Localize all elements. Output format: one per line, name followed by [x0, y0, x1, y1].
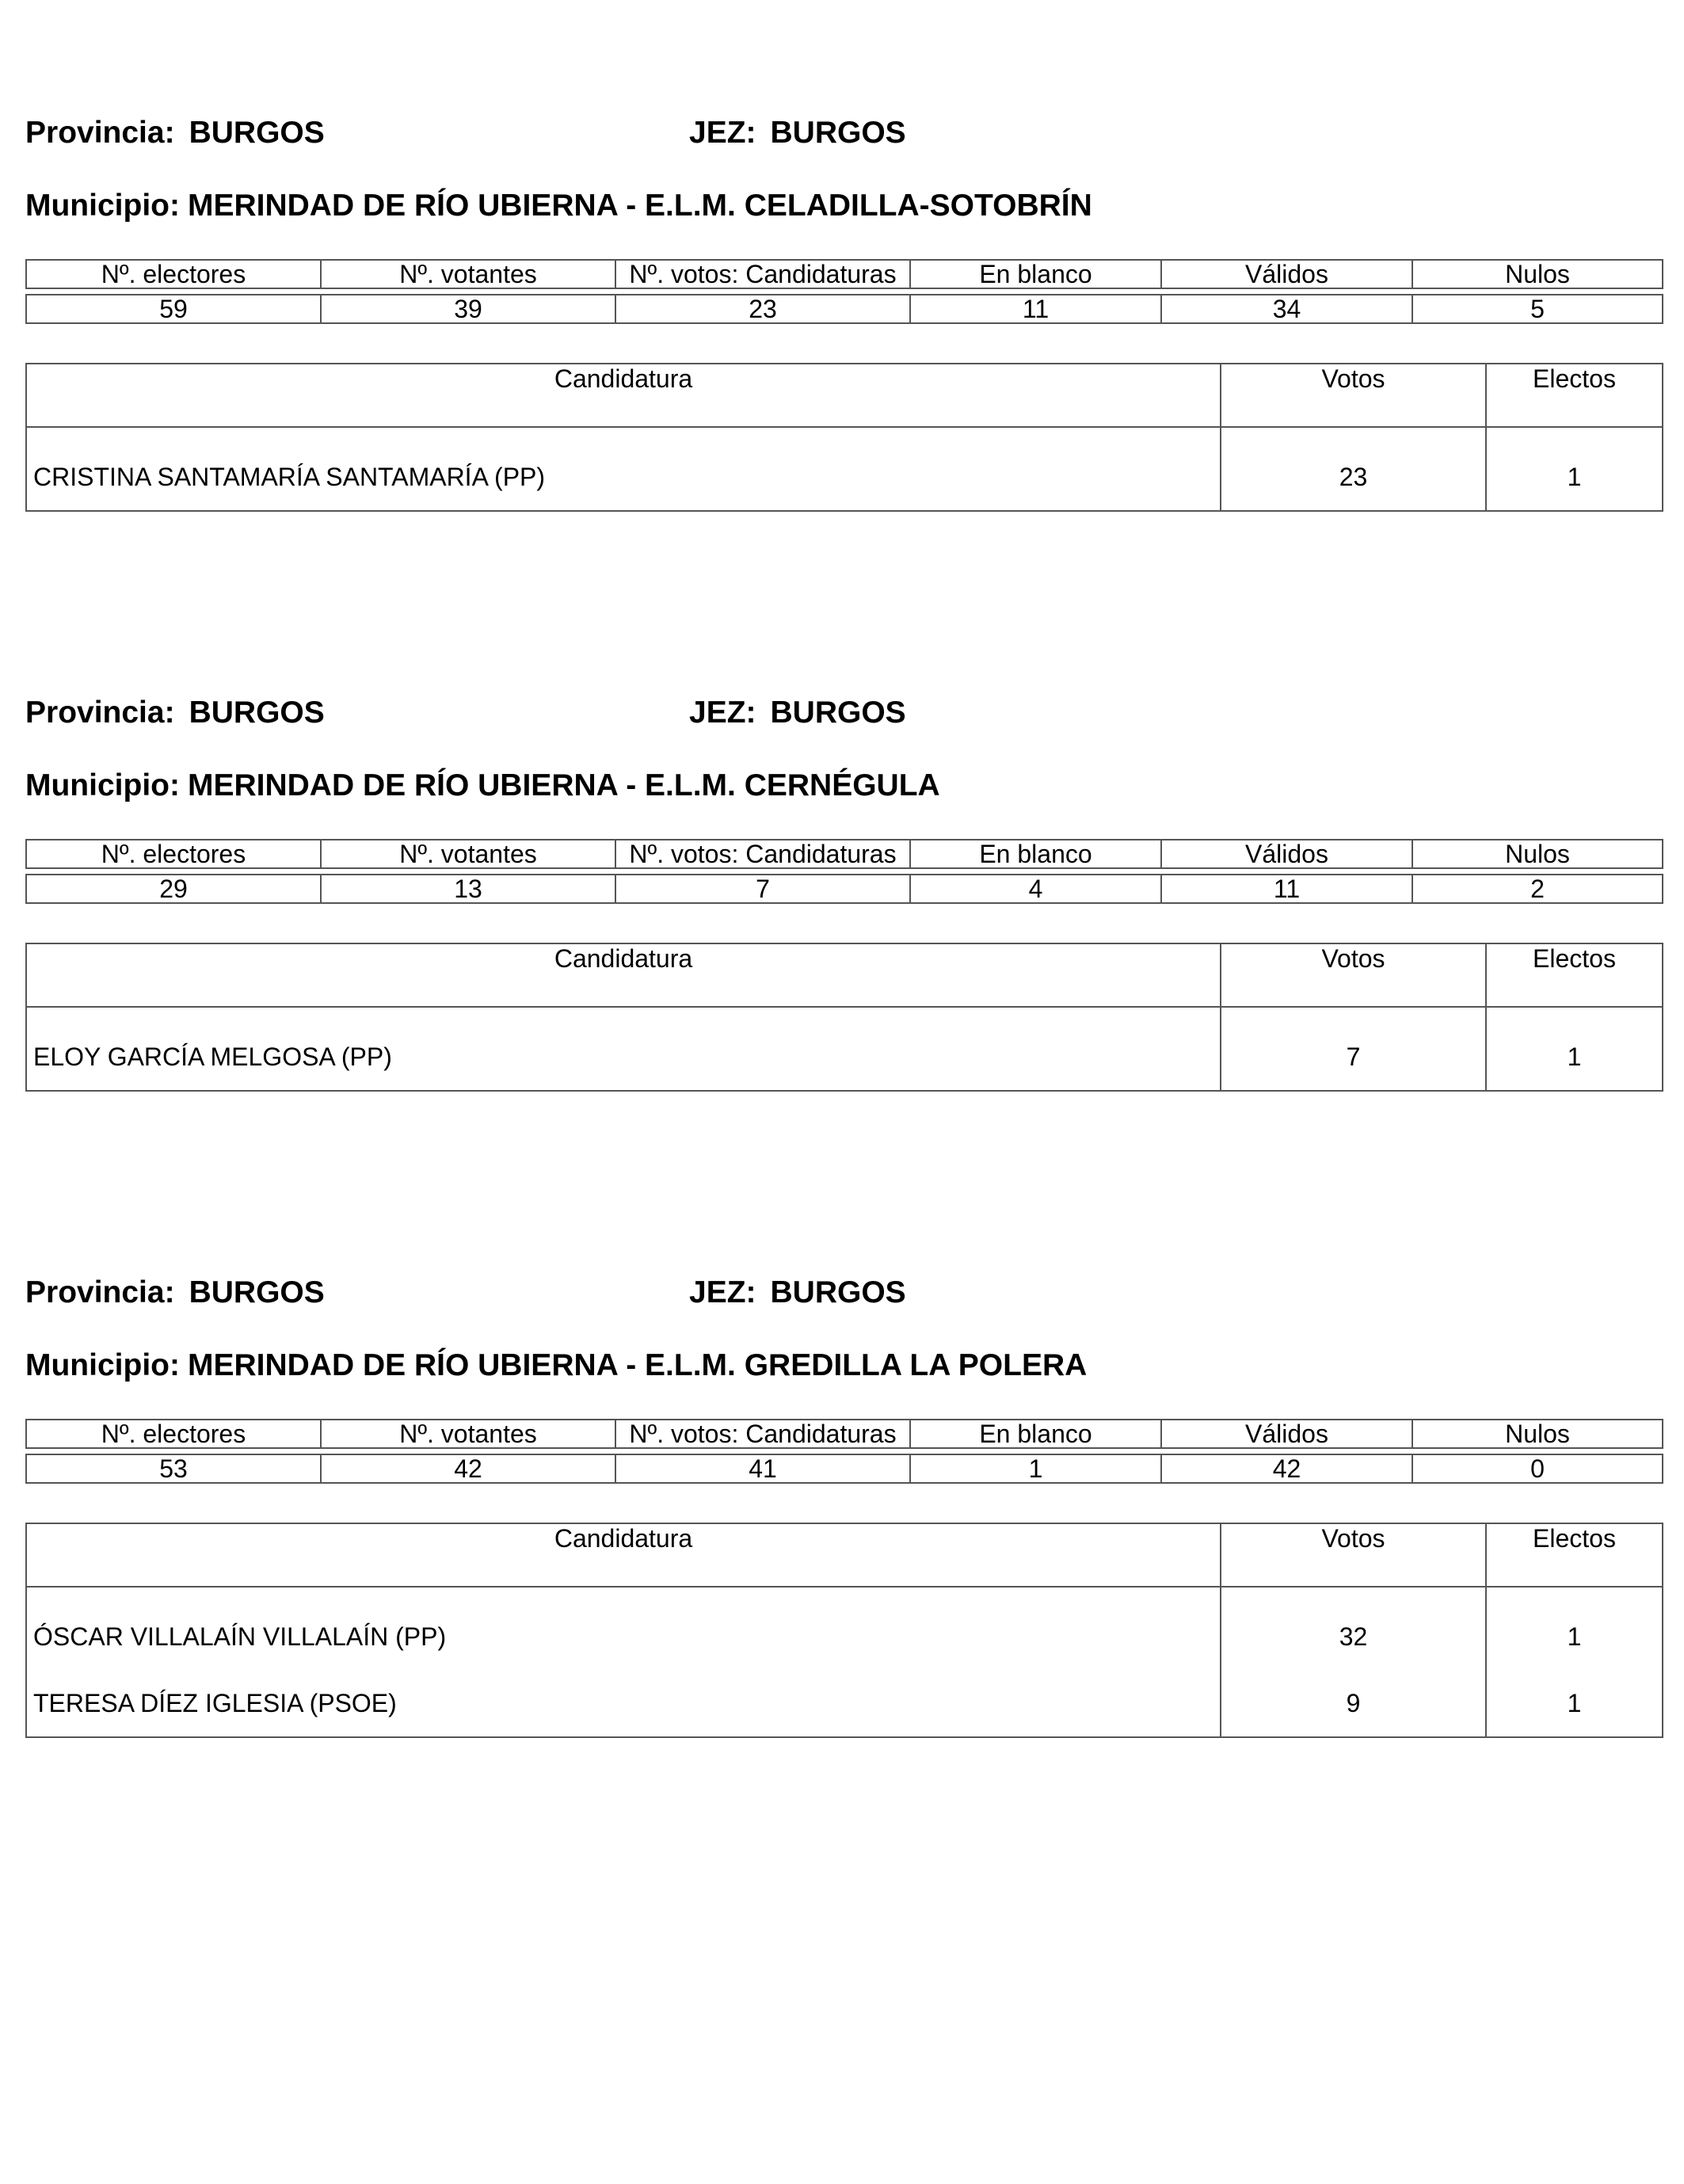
- stat-header: En blanco: [910, 840, 1161, 868]
- candidate-row: [26, 1670, 1663, 1737]
- stat-header: Nº. electores: [26, 840, 321, 868]
- provincia-line: [25, 694, 325, 732]
- municipio-value: MERINDAD DE RÍO UBIERNA - E.L.M. GREDILLA LA POLERA: [187, 1348, 1088, 1382]
- provincia-line: [25, 1274, 325, 1312]
- stat-header: Nulos: [1412, 1420, 1663, 1448]
- stat-header: Nº. votos: Candidaturas: [615, 1420, 910, 1448]
- votes-header: Votos: [1221, 364, 1486, 427]
- stats-value-row: [26, 295, 1663, 323]
- provincia-label: Provincia:: [25, 1275, 175, 1309]
- candidates-header-row: [26, 364, 1663, 427]
- stat-header: Nº. votantes: [321, 1420, 615, 1448]
- stats-header-row: [26, 840, 1663, 868]
- jez-label: JEZ:: [689, 696, 756, 730]
- provincia-value: BURGOS: [189, 696, 325, 730]
- stat-header: Nº. electores: [26, 260, 321, 288]
- stats-table: [25, 839, 1663, 904]
- municipio-line: [25, 767, 940, 805]
- jez-value: BURGOS: [770, 116, 906, 150]
- elected-header: Electos: [1486, 364, 1663, 427]
- stat-header: En blanco: [910, 1420, 1161, 1448]
- elected-header: Electos: [1486, 943, 1663, 1007]
- municipio-label: Municipio:: [25, 768, 180, 802]
- candidates-table: [25, 943, 1663, 1092]
- candidates-table: [25, 1523, 1663, 1738]
- cand-header: Candidatura: [26, 364, 1221, 427]
- stats-value-row: [26, 875, 1663, 903]
- candidate-votes: 23: [1221, 427, 1486, 511]
- jez-value: BURGOS: [770, 696, 906, 730]
- stat-value: 11: [1161, 875, 1412, 903]
- municipio-line: [25, 1347, 1087, 1385]
- candidate-elected: 1: [1486, 1670, 1663, 1737]
- provincia-line: [25, 114, 325, 152]
- stat-value: 5: [1412, 295, 1663, 323]
- jez-label: JEZ:: [689, 1275, 756, 1309]
- votes-header: Votos: [1221, 1523, 1486, 1587]
- stat-header: Nulos: [1412, 840, 1663, 868]
- candidates-header-row: [26, 943, 1663, 1007]
- stats-header-row: [26, 1420, 1663, 1448]
- stat-value: 29: [26, 875, 321, 903]
- stat-header: Nº. electores: [26, 1420, 321, 1448]
- stat-value: 13: [321, 875, 615, 903]
- stat-header: Nulos: [1412, 260, 1663, 288]
- provincia-label: Provincia:: [25, 116, 175, 150]
- candidate-name: ELOY GARCÍA MELGOSA (PP): [26, 1007, 1221, 1091]
- stat-header: Válidos: [1161, 260, 1412, 288]
- stat-value: 11: [910, 295, 1161, 323]
- votes-header: Votos: [1221, 943, 1486, 1007]
- stat-header: Válidos: [1161, 840, 1412, 868]
- cand-header: Candidatura: [26, 943, 1221, 1007]
- jez-line: [689, 114, 906, 152]
- candidate-name: ÓSCAR VILLALAÍN VILLALAÍN (PP): [26, 1587, 1221, 1670]
- stat-value: 4: [910, 875, 1161, 903]
- municipio-label: Municipio:: [25, 1348, 180, 1382]
- municipio-value: MERINDAD DE RÍO UBIERNA - E.L.M. CERNÉGULA: [187, 768, 940, 802]
- candidates-header-row: [26, 1523, 1663, 1587]
- stats-value-row: [26, 1454, 1663, 1483]
- candidate-votes: 7: [1221, 1007, 1486, 1091]
- stat-value: 0: [1412, 1454, 1663, 1483]
- stat-value: 41: [615, 1454, 910, 1483]
- candidate-name: TERESA DÍEZ IGLESIA (PSOE): [26, 1670, 1221, 1737]
- candidate-name: CRISTINA SANTAMARÍA SANTAMARÍA (PP): [26, 427, 1221, 511]
- provincia-value: BURGOS: [189, 1275, 325, 1309]
- stat-value: 42: [1161, 1454, 1412, 1483]
- candidate-elected: 1: [1486, 427, 1663, 511]
- stats-header-row: [26, 260, 1663, 288]
- jez-line: [689, 1274, 906, 1312]
- stat-header: Nº. votos: Candidaturas: [615, 840, 910, 868]
- jez-line: [689, 694, 906, 732]
- stat-header: Nº. votantes: [321, 840, 615, 868]
- municipio-label: Municipio:: [25, 189, 180, 223]
- provincia-value: BURGOS: [189, 116, 325, 150]
- stat-header: Nº. votos: Candidaturas: [615, 260, 910, 288]
- stat-value: 53: [26, 1454, 321, 1483]
- stats-table: [25, 1419, 1663, 1484]
- cand-header: Candidatura: [26, 1523, 1221, 1587]
- provincia-label: Provincia:: [25, 696, 175, 730]
- stat-value: 59: [26, 295, 321, 323]
- municipio-line: [25, 187, 1092, 225]
- jez-value: BURGOS: [770, 1275, 906, 1309]
- stat-value: 7: [615, 875, 910, 903]
- stat-value: 34: [1161, 295, 1412, 323]
- stat-value: 23: [615, 295, 910, 323]
- jez-label: JEZ:: [689, 116, 756, 150]
- candidate-votes: 32: [1221, 1587, 1486, 1670]
- candidate-votes: 9: [1221, 1670, 1486, 1737]
- candidate-elected: 1: [1486, 1007, 1663, 1091]
- stats-table: [25, 259, 1663, 324]
- stat-value: 42: [321, 1454, 615, 1483]
- candidate-row: [26, 1587, 1663, 1670]
- candidate-row: [26, 1007, 1663, 1091]
- stat-value: 1: [910, 1454, 1161, 1483]
- stat-header: En blanco: [910, 260, 1161, 288]
- candidate-elected: 1: [1486, 1587, 1663, 1670]
- stat-value: 2: [1412, 875, 1663, 903]
- municipio-value: MERINDAD DE RÍO UBIERNA - E.L.M. CELADILLA-SOTOBRÍN: [187, 189, 1092, 223]
- candidate-row: [26, 427, 1663, 511]
- stat-header: Nº. votantes: [321, 260, 615, 288]
- stat-value: 39: [321, 295, 615, 323]
- stat-header: Válidos: [1161, 1420, 1412, 1448]
- candidates-table: [25, 363, 1663, 512]
- elected-header: Electos: [1486, 1523, 1663, 1587]
